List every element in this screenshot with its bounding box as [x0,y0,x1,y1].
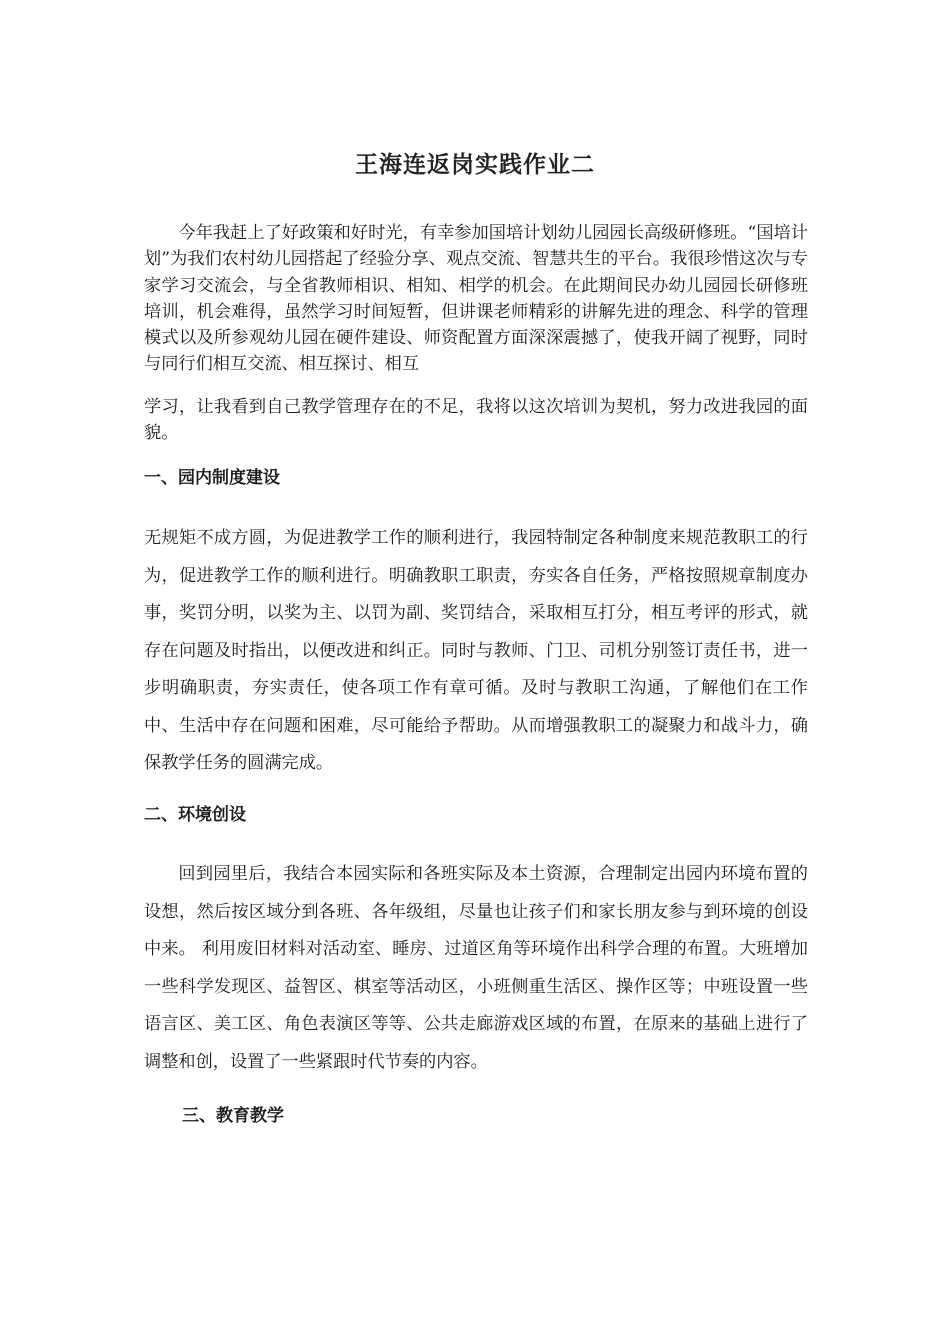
section-body-institution: 无规矩不成方圆，为促进教学工作的顺利进行，我园特制定各种制度来规范教职工的行为，促进教学工作的顺利进行。明确教职工职责，夯实各自任务，严格按照规章制度办事，奖罚分明，以奖为主、以罚为副、奖罚结合，采取相互打分，相互考评的形式，就存在问题及时指出，以便改进和纠正。同时与教师、门卫、司机分别签订责任书，进一步明确职责，夯实责任，使各项工作有章可循。及时与教职工沟通，了解他们在工作中、生活中存在问题和困难，尽可能给予帮助。从而增强教职工的凝聚力和战斗力，确保教学任务的圆满完成。 [144,528,808,773]
section-body-environment: 回到园里后，我结合本园实际和各班实际及本土资源，合理制定出园内环境布置的设想，然后按区域分到各班、各年级组，尽量也让孩子们和家长朋友参与到环境的创设中来。 利用废旧材料对活动室、睡房、过道区角等环境作出科学合理的布置。大班增加一些科学发现区、益智区、棋室等活动区，小班侧重生活区、操作区等；中班设置一些语言区、美工区、角色表演区等等、公共走廊游戏区域的布置，在原来的基础上进行了调整和创，设置了一些紧跟时代节奏的内容。 [144,864,808,1072]
intro-continued-paragraph: 学习，让我看到自己教学管理存在的不足，我将以这次培训为契机，努力改进我园的面貌。 [144,397,808,444]
section-heading-teaching: 三、教育教学 [182,1106,284,1126]
section-heading-environment: 二、环境创设 [144,805,246,825]
page-title: 王海连返岗实践作业二 [355,151,595,179]
intro-paragraph: 今年我赶上了好政策和好时光，有幸参加国培计划幼儿园园长高级研修班。“国培计划”为我们农村幼儿园搭起了经验分享、观点交流、智慧共生的平台。我很珍惜这次与专家学习交流会，与全省教师相识、相知、相学的机会。在此期间民办幼儿园园长研修班培训，机会难得，虽然学习时间短暂，但讲课老师精彩的讲解先进的理念、科学的管理模式以及所参观幼儿园在硬件建设、师资配置方面深深震撼了，使我开阔了视野，同时与同行们相互交流、相互探讨、相互 [144,223,808,375]
section-heading-institution: 一、园内制度建设 [144,468,280,488]
